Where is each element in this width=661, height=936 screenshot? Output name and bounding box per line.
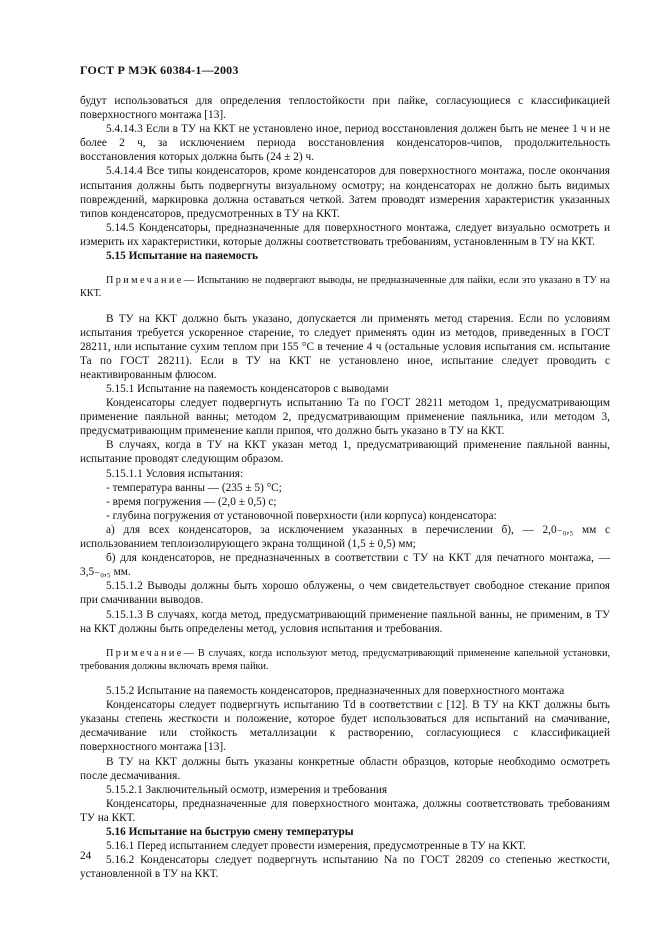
section-heading: 5.15 Испытание на паяемость — [106, 250, 258, 263]
paragraph: В ТУ на ККТ должны быть указаны конкретные области образцов, которые необходимо осмотреть после десмачивания. — [80, 755, 610, 782]
spacer — [80, 673, 610, 684]
note-text: — Испытанию не подвергают выводы, не предназначенные для пайки, если это указано в ТУ на ККТ. — [80, 275, 610, 300]
paragraph: 5.4.14.3 Если в ТУ на ККТ не установлено иное, период восстановления должен быть не менее 1 ч и не более 2 ч, за исключением периода восстановления конденсаторов-чипов, продолжительность восстановления которых должна быть (24 ± 2) ч. — [80, 123, 610, 164]
list-item: - время погружения — (2,0 ± 0,5) с; — [106, 495, 277, 508]
note — [80, 647, 610, 673]
note-text: — В случаях, когда используют метод, предусматривающий применение капельной установки, требования должны включать время пайки. — [80, 647, 610, 672]
note-label: Примечание — [106, 647, 184, 659]
list-item: - температура ванны — (235 ± 5) °С; — [106, 481, 282, 494]
paragraph: 5.15.1.2 Выводы должны быть хорошо облужены, о чем свидетельствует свободное стекание припоя при смачивании выводов. — [80, 580, 610, 607]
spacer — [80, 263, 610, 274]
section-heading: 5.16 Испытание на быструю смену температуры — [106, 826, 354, 839]
paragraph: Конденсаторы, предназначенные для поверхностного монтажа, должны соответствовать требованиям ТУ на ККТ. — [80, 797, 610, 824]
paragraph: а) для всех конденсаторов, за исключением указанных в перечислении б), — 2,0₋₀,₅ мм с использованием теплоизолирующего экрана толщиной (1,5 ± 0,5) мм; — [80, 523, 610, 551]
note — [80, 274, 610, 300]
paragraph: будут использоваться для определения теплостойкости при пайке, согласующиеся с классификацией поверхностного монтажа [13]. — [80, 95, 610, 122]
page-header: ГОСТ Р МЭК 60384-1—2003 — [80, 63, 239, 77]
page-number: 24 — [80, 850, 92, 862]
paragraph: В случаях, когда в ТУ на ККТ указан метод 1, предусматривающий применение паяльной ванны, испытание проводят следующим образом. — [80, 439, 610, 466]
paragraph: 5.15.1.3 В случаях, когда метод, предусматривающий применение паяльной ванны, не применим, в ТУ на ККТ должны быть определены метод, условия испытания и требования. — [80, 608, 610, 635]
spacer — [80, 636, 610, 647]
paragraph: б) для конденсаторов, не предназначенных в соответствии с ТУ на ККТ для печатного монтажа, — 3,5₋₀,₅ мм. — [80, 552, 610, 579]
document-body — [80, 94, 610, 881]
paragraph: 5.4.14.4 Все типы конденсаторов, кроме конденсаторов для поверхностного монтажа, после окончания испытания должны быть подвергнуты визуальному осмотру; на конденсаторах не должно быть видимых повреждений, маркировка должна оставаться четкой. Затем проводят измерения характеристик указанных типов конденсаторов, предусмотренных в ТУ на ККТ. — [80, 165, 610, 220]
paragraph: 5.16.2 Конденсаторы следует подвергнуть испытанию Na по ГОСТ 28209 со степенью жесткости, установленной в ТУ на ККТ. — [80, 854, 610, 881]
note-label: Примечание — [106, 275, 184, 287]
paragraph: 5.15.1.1 Условия испытания: — [106, 467, 244, 480]
paragraph: 5.15.2 Испытание на паяемость конденсаторов, предназначенных для поверхностного монтажа — [106, 685, 565, 698]
paragraph: 5.14.5 Конденсаторы, предназначенные для поверхностного монтажа, следует визуально осмотреть и измерить их характеристики, которые должны соответствовать требованиям, установленным в ТУ на ККТ. — [80, 221, 610, 248]
paragraph: В ТУ на ККТ должно быть указано, допускается ли применять метод старения. Если по условиям испытания требуется ускоренное старение, то следует применять один из методов, приведенных в ГОСТ 28211, или испытание сухим теплом при 155 °С в течение 4 ч (остальные условия испытания см. испытание Та по ГОСТ 28211). Если в ТУ на ККТ не установлено иное, испытание следует проводить с неактивированным флюсом. — [80, 312, 610, 381]
paragraph: 5.15.2.1 Заключительный осмотр, измерения и требования — [106, 783, 388, 796]
paragraph: Конденсаторы следует подвергнуть испытанию Td в соответствии с [12]. В ТУ на ККТ должны быть указаны степень жесткости и положение, которое будет использоваться для испытаний на смачивание, десмачивание или стойкость металлизации к растворению, согласующиеся с классификацией поверхностного монтажа [13]. — [80, 699, 610, 754]
spacer — [80, 301, 610, 312]
paragraph: 5.16.1 Перед испытанием следует провести измерения, предусмотренные в ТУ на ККТ. — [106, 840, 526, 853]
paragraph: 5.15.1 Испытание на паяемость конденсаторов с выводами — [106, 383, 389, 395]
list-item: - глубина погружения от установочной поверхности (или корпуса) конденсатора: — [106, 509, 497, 522]
paragraph: Конденсаторы следует подвергнуть испытанию Та по ГОСТ 28211 методом 1, предусматривающим применение паяльной ванны; методом 2, предусматривающим применение паяльника, или методом 3, предусматривающим применение капли припоя, что должно быть указано в ТУ на ККТ. — [80, 397, 610, 438]
